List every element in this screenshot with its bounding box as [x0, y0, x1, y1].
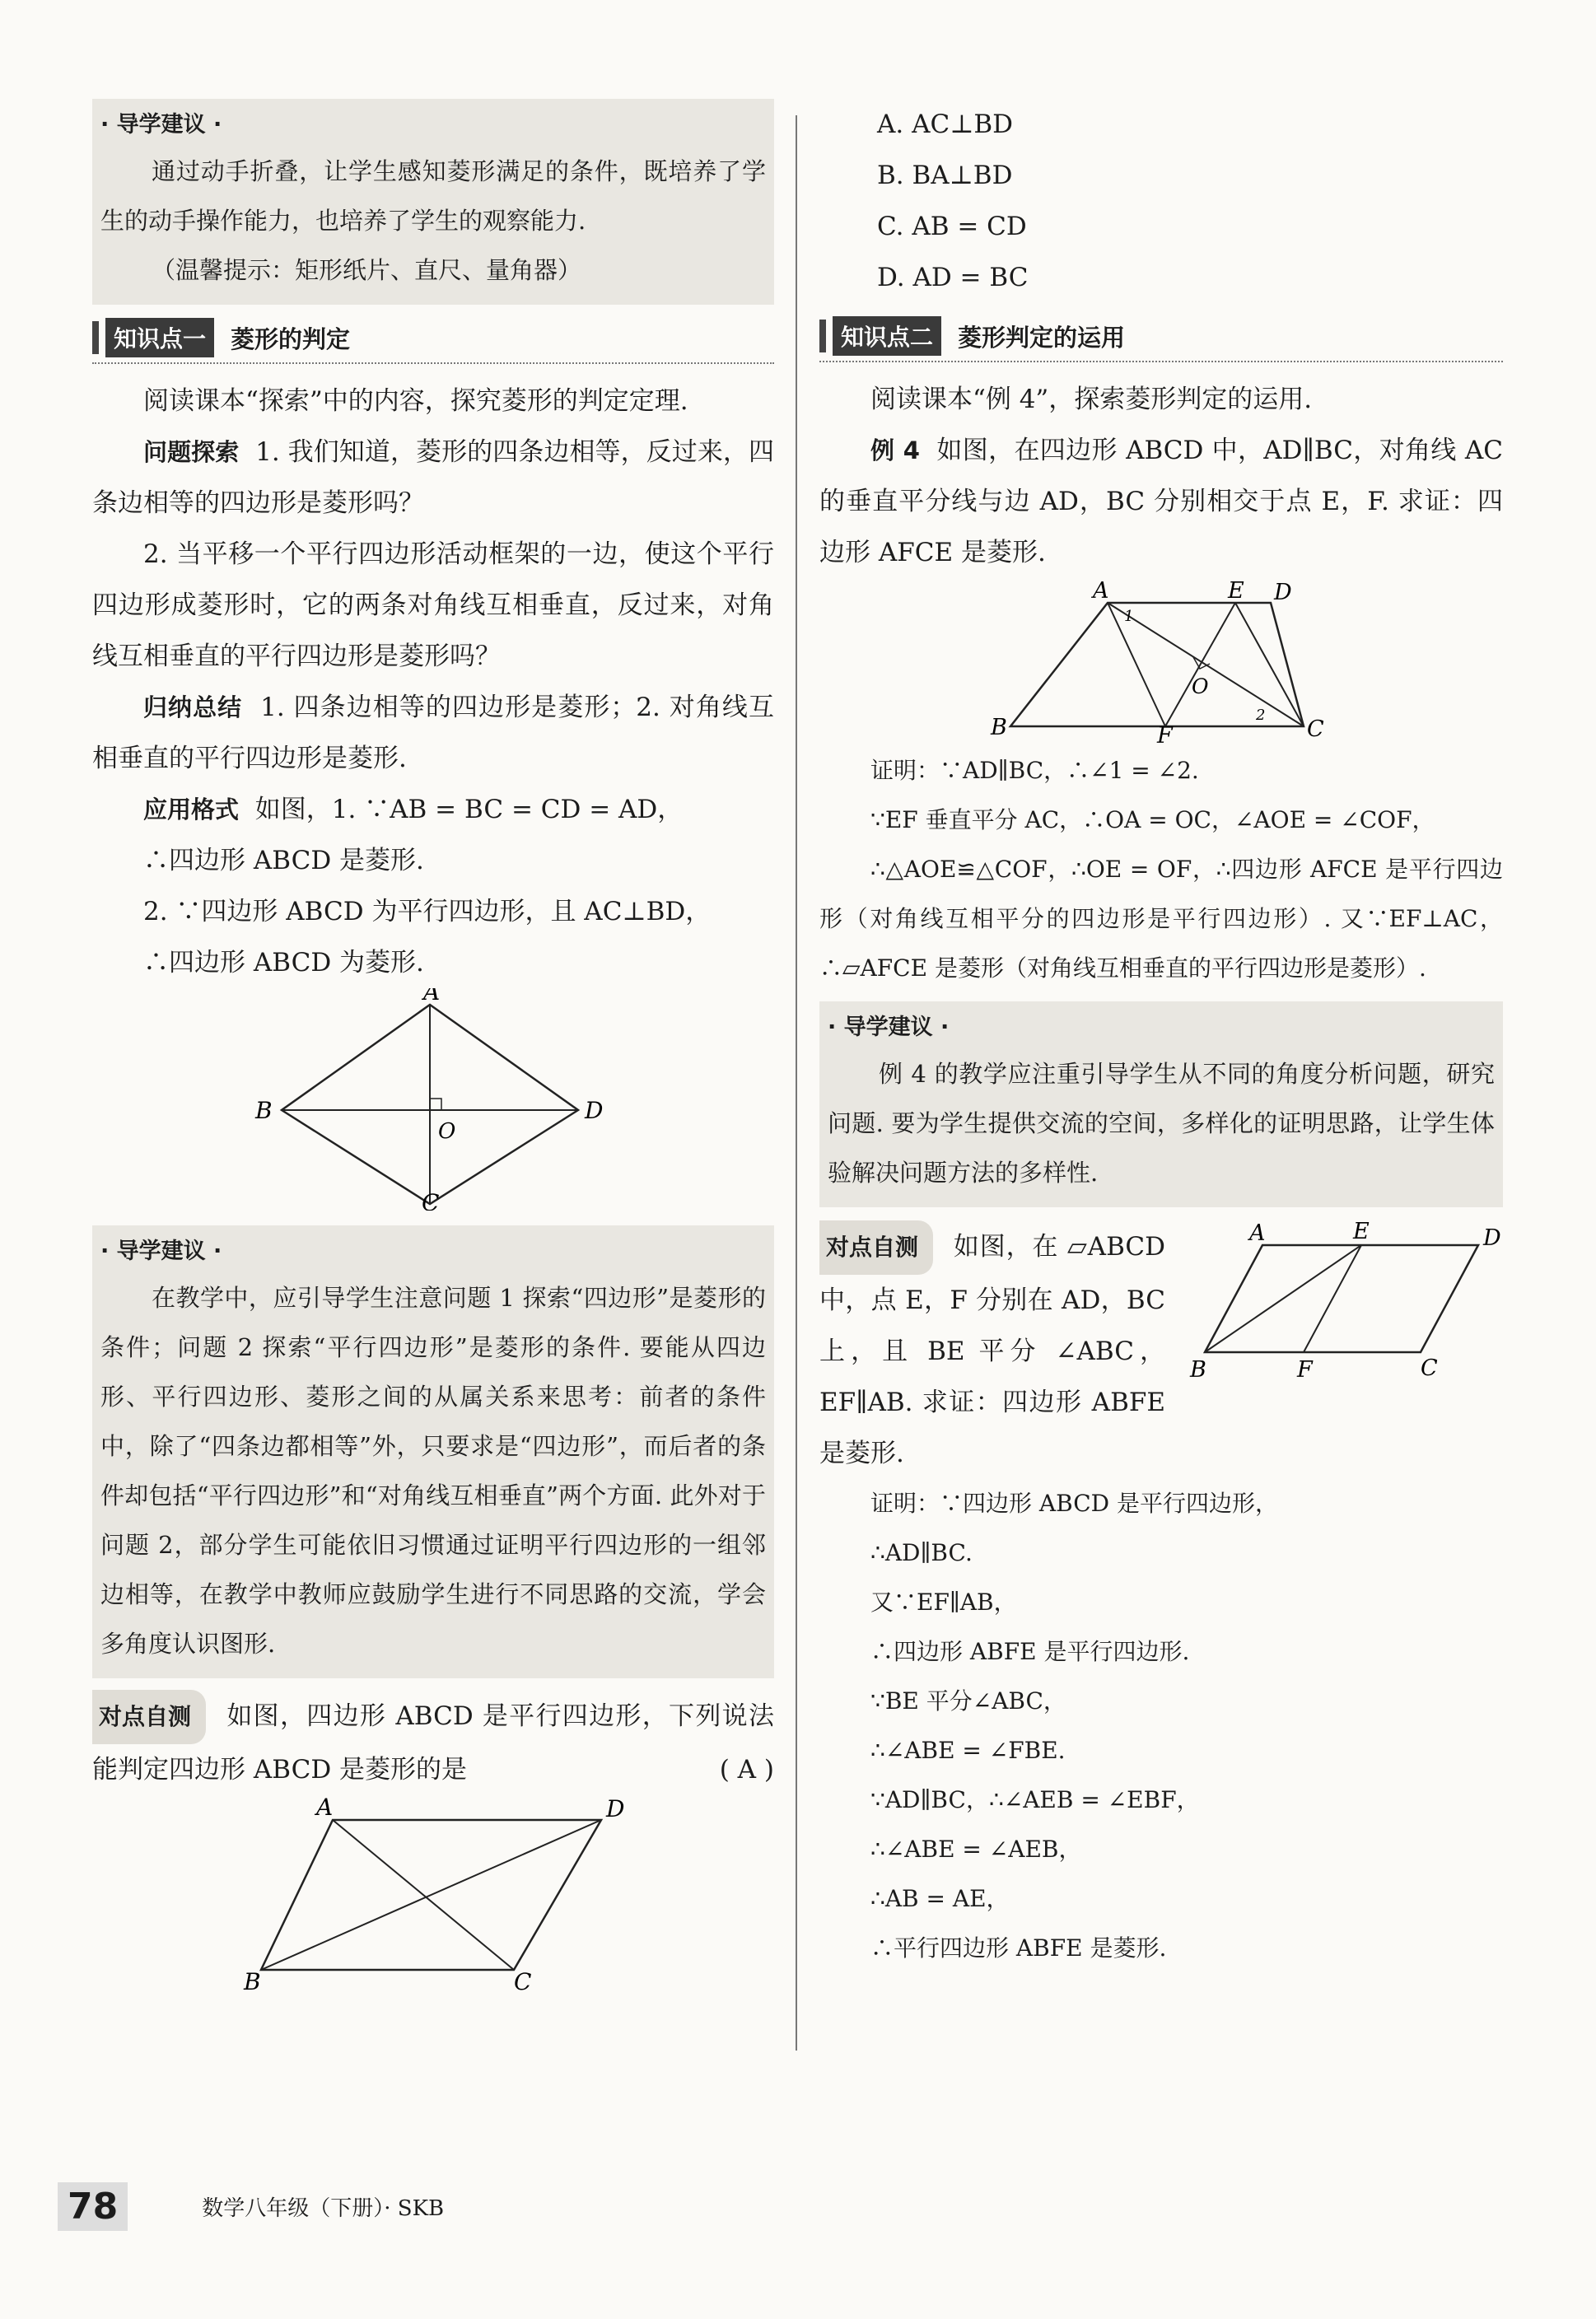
- proof-2-line: ∴∠ABE = ∠AEB，: [870, 1836, 1082, 1863]
- section-tag: 知识点一: [105, 318, 214, 357]
- self-test-tag: 对点自测: [92, 1690, 206, 1744]
- guide-box-2: [92, 1225, 774, 1678]
- proof-2-line: ∴AD∥BC.: [870, 1539, 973, 1566]
- proof-1-line-3: ∴△AOE≌△COF，∴OE = OF，∴四边形 AFCE 是平行四边形（对角线互相平分的四边形是平行四边形）. 又∵EF⊥AC，∴▱AFCE 是菱形（对角线互相垂直的平行四边形是菱形）.: [819, 856, 1503, 982]
- proof-1-line-1: 证明：∵AD∥BC，∴∠1 = ∠2.: [870, 757, 1199, 784]
- summary: [92, 682, 774, 784]
- summary-label: 归纳总结: [143, 693, 243, 721]
- guide-heading: · 导学建议 ·: [828, 1015, 950, 1040]
- self-test-tag: 对点自测: [819, 1220, 933, 1275]
- diagonal-ac: [333, 1820, 514, 1970]
- label-a: A: [1249, 1220, 1266, 1246]
- question-1-text: 1. 我们知道，菱形的四条边相等，反过来，四条边相等的四边形是菱形吗？: [92, 437, 774, 518]
- label-c: C: [1421, 1355, 1438, 1381]
- apply-label: 应用格式: [143, 796, 240, 824]
- right-angle-mark: [430, 1099, 441, 1110]
- left-column: [92, 99, 774, 1996]
- segment-ef: [1304, 1245, 1361, 1352]
- section-heading-1: [92, 313, 774, 364]
- label-a: A: [316, 1795, 334, 1821]
- proof-1-line-2: ∵EF 垂直平分 AC，∴OA = OC，∠AOE = ∠COF，: [870, 806, 1435, 833]
- proof-2-line: ∴四边形 ABFE 是平行四边形.: [870, 1638, 1190, 1665]
- example-text: 如图，在四边形 ABCD 中，AD∥BC，对角线 AC 的垂直平分线与边 AD，BC 分别相交于点 E，F. 求证：四边形 AFCE 是菱形.: [819, 436, 1503, 567]
- example-label: 例 4: [870, 436, 920, 464]
- self-test-question-block: [819, 1220, 1165, 1479]
- guide-box-1: [92, 99, 774, 305]
- guide-text: 例 4 的教学应注重引导学生从不同的角度分析问题，研究问题. 要为学生提供交流的空间，多样化的证明思路，让学生体验解决问题方法的多样性.: [828, 1060, 1495, 1187]
- label-c: C: [514, 1968, 532, 1993]
- label-b: B: [244, 1968, 261, 1993]
- label-a: A: [423, 988, 441, 1006]
- label-f: F: [1157, 723, 1173, 743]
- option-a: A. AC⊥BD: [877, 110, 1013, 139]
- proof-2-line: ∴∠ABE = ∠FBE.: [870, 1737, 1066, 1764]
- label-e: E: [1353, 1220, 1370, 1244]
- right-column: [819, 99, 1503, 1973]
- apply-line-4: ∴四边形 ABCD 为菱形.: [143, 948, 424, 978]
- segment-ef: [1165, 603, 1235, 726]
- diagonal-bd: [261, 1820, 601, 1970]
- self-test-question: 如图，四边形 ABCD 是平行四边形，下列说法能判定四边形 ABCD 是菱形的是: [92, 1701, 774, 1785]
- self-test-question: 如图，在 ▱ABCD 中，点 E，F 分别在 AD，BC 上，且 BE 平分 ∠ABC，EF∥AB. 求证：四边形 ABFE 是菱形.: [819, 1232, 1165, 1468]
- guide-heading: · 导学建议 ·: [100, 112, 222, 138]
- test2-figure: [1174, 1220, 1503, 1385]
- segment-be: [1205, 1245, 1361, 1352]
- label-d: D: [1483, 1225, 1501, 1251]
- section-tag: 知识点二: [833, 316, 941, 356]
- label-f: F: [1297, 1357, 1313, 1383]
- label-b: B: [255, 1097, 273, 1124]
- self-test-1: [92, 1690, 774, 1795]
- apply-line-2: ∴四边形 ABCD 是菱形.: [143, 846, 424, 875]
- column-divider: [796, 115, 797, 2051]
- option-b: B. BA⊥BD: [877, 161, 1013, 190]
- section-heading-2: [819, 311, 1503, 362]
- explore-label: 问题探索: [143, 438, 240, 466]
- apply-line-1: [92, 784, 774, 835]
- label-c: C: [1307, 716, 1324, 742]
- page-footer: [58, 2182, 444, 2231]
- guide-tip: （温馨提示：矩形纸片、直尺、量角器）: [152, 256, 582, 284]
- label-d: D: [585, 1097, 604, 1124]
- option-d: D. AD = BC: [877, 263, 1029, 292]
- rhombus-figure: [92, 988, 774, 1211]
- section-title: 菱形的判定: [231, 324, 351, 353]
- guide-box-3: [819, 1001, 1503, 1207]
- angle-1: 1: [1124, 608, 1134, 625]
- label-c: C: [422, 1189, 440, 1211]
- section-title: 菱形判定的运用: [958, 323, 1126, 352]
- label-d: D: [1274, 580, 1292, 605]
- read-instruction: 阅读课本“探索”中的内容，探究菱形的判定定理.: [143, 386, 688, 416]
- parallelogram-figure: [92, 1795, 774, 1993]
- option-c: C. AB = CD: [877, 212, 1027, 241]
- proof-2-line: ∵BE 平分∠ABC，: [870, 1687, 1066, 1715]
- label-o: O: [438, 1119, 456, 1144]
- proof-2-line: ∵AD∥BC，∴∠AEB = ∠EBF，: [870, 1786, 1200, 1813]
- label-b: B: [1190, 1357, 1206, 1383]
- label-a: A: [1093, 578, 1109, 604]
- page-number: 78: [58, 2182, 128, 2231]
- answer: ( A ): [719, 1755, 774, 1785]
- proof-2-line: 证明：∵四边形 ABCD 是平行四边形，: [870, 1490, 1278, 1517]
- guide-heading: · 导学建议 ·: [100, 1239, 222, 1264]
- label-e: E: [1228, 578, 1244, 604]
- proof-2: [819, 1479, 1503, 1973]
- proof-2-line: ∴平行四边形 ABFE 是菱形.: [870, 1934, 1167, 1962]
- self-test-2: [819, 1220, 1503, 1479]
- example-figure: [819, 578, 1503, 743]
- guide-text: 在教学中，应引导学生注意问题 1 探索“四边形”是菱形的条件；问题 2 探索“平行四边形”是菱形的条件. 要能从四边形、平行四边形、菱形之间的从属关系来思考：前者的条件中，除了“四条边都相等”外，只要求是“四边形”，而后者的条件却包括“平行四边形”和“对角线互相垂直”两个方面. 此外对于问题 2，部分学生可能依旧习惯通过证明平行四边形的一组邻边相等，在教学中教师应鼓励学生进行不同思路的交流，学会多角度认识图形.: [100, 1284, 766, 1658]
- apply-text-1: 如图，1. ∵AB = BC = CD = AD，: [254, 795, 684, 824]
- example-4: [819, 425, 1503, 578]
- apply-line-3: 2. ∵四边形 ABCD 为平行四边形，且 AC⊥BD，: [143, 897, 712, 926]
- book-title: 数学八年级（下册）· SKB: [202, 2196, 445, 2221]
- read-instruction: 阅读课本“例 4”，探索菱形判定的运用.: [870, 385, 1313, 414]
- label-o: O: [1192, 674, 1209, 698]
- options-list: [819, 99, 1503, 303]
- section-bar: [819, 320, 826, 352]
- proof-2-line: ∴AB = AE，: [870, 1885, 1010, 1912]
- section-bar: [92, 321, 99, 354]
- label-b: B: [991, 715, 1007, 740]
- label-d: D: [606, 1795, 625, 1822]
- guide-text: 通过动手折叠，让学生感知菱形满足的条件，既培养了学生的动手操作能力，也培养了学生的观察能力.: [100, 157, 766, 235]
- segment-ec: [1235, 603, 1304, 726]
- angle-2: 2: [1256, 707, 1266, 724]
- proof-2-line: 又∵EF∥AB，: [870, 1589, 1017, 1616]
- question-2: 2. 当平移一个平行四边形活动框架的一边，使这个平行四边形成菱形时，它的两条对角线互相垂直，反过来，对角线互相垂直的平行四边形是菱形吗？: [92, 539, 774, 671]
- parallelogram-outline: [1205, 1245, 1478, 1352]
- summary-text: 1. 四条边相等的四边形是菱形；2. 对角线互相垂直的平行四边形是菱形.: [92, 693, 774, 773]
- question-1: [92, 427, 774, 529]
